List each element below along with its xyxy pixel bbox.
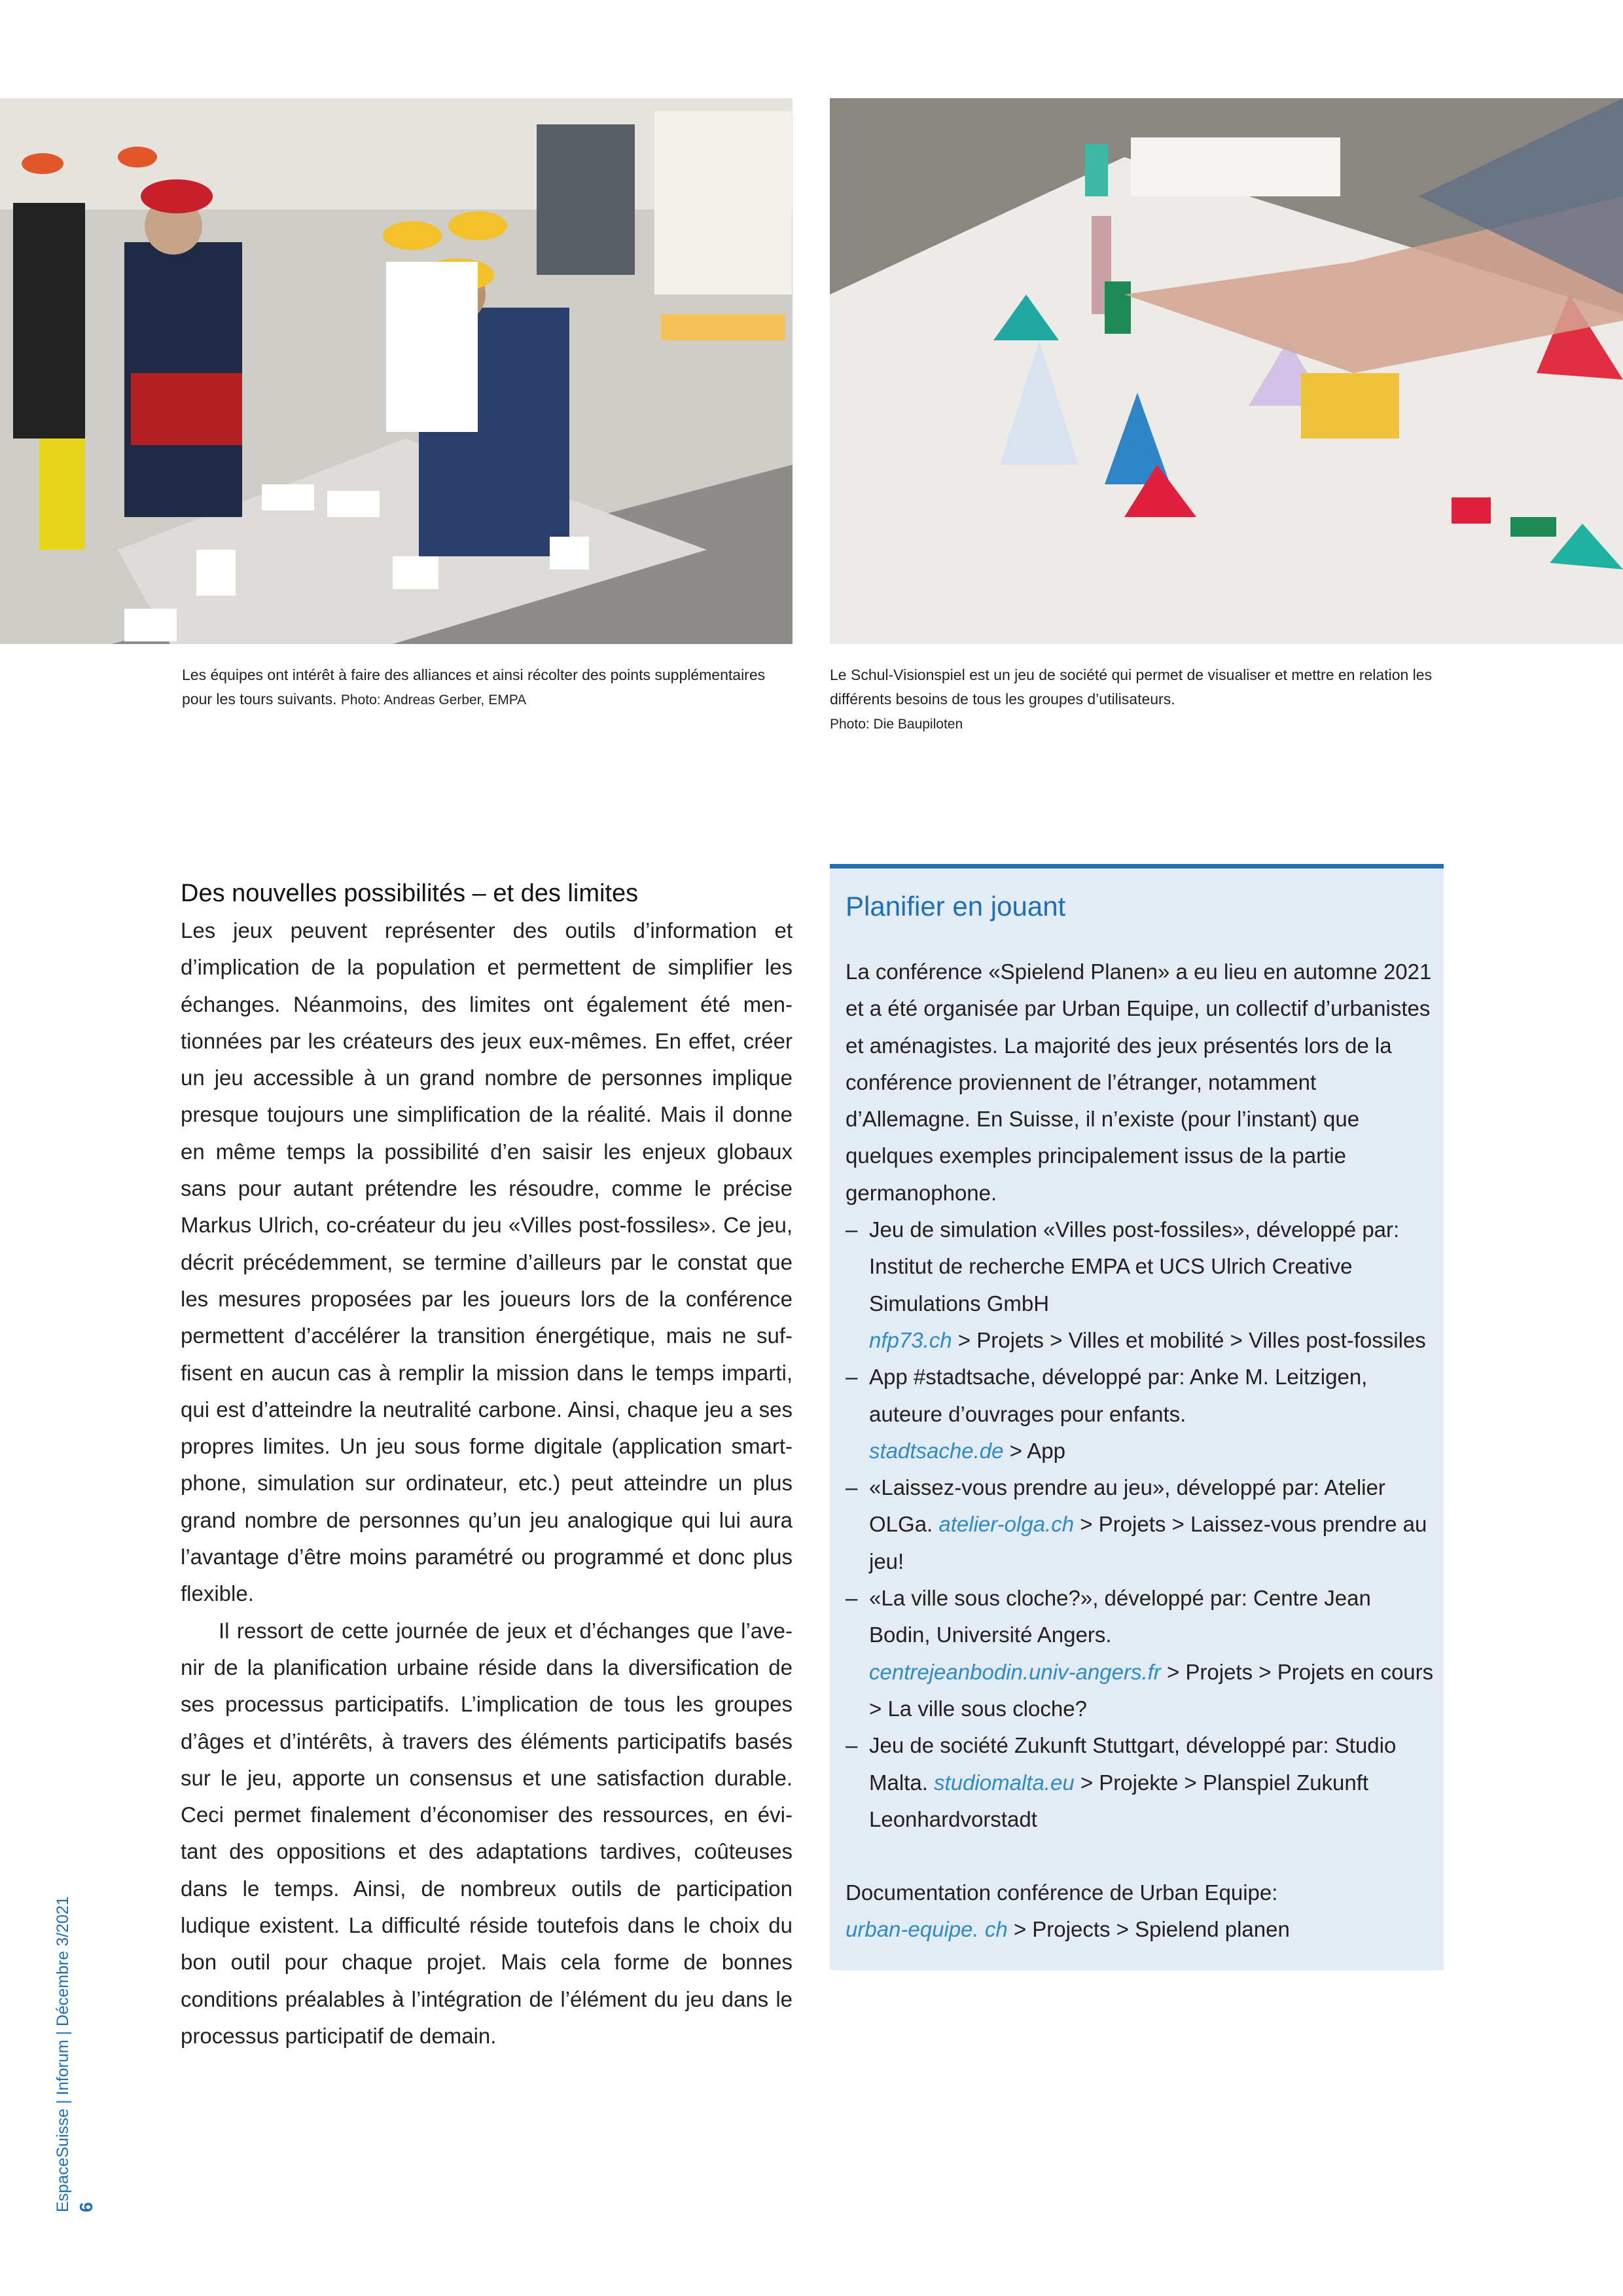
caption-left-credit: Photo: Andreas Gerber, EMPA (340, 692, 527, 708)
caption-right (830, 663, 1458, 736)
item-text: «La ville sous cloche?», développé par: Centre Jean Bodin, Université Angers. (869, 1586, 1371, 1647)
documentation-path: > Projects > Spielend planen (1007, 1917, 1290, 1942)
running-footer: EspaceSuisse | Inforum | Décembre 3/2021 (54, 1896, 72, 2212)
documentation-link[interactable]: urban-equipe. ch (846, 1917, 1008, 1942)
photo-board-game (830, 98, 1623, 644)
games-list (846, 1211, 1436, 1838)
item-text: Jeu de simulation «Villes post-fossiles», développé par: Institut de recherche EMPA et UCS Ulrich Creative Simulations GmbH (869, 1217, 1400, 1316)
documentation-label: Documentation conférence de Urban Equipe: (846, 1880, 1278, 1905)
article-column (181, 877, 793, 2054)
caption-left (182, 663, 771, 712)
item-link[interactable]: nfp73.ch (869, 1327, 952, 1352)
paragraph-2: Il ressort de cette journée de jeux et d’échanges que l’avenir de la planification urbaine réside dans la diversification de ses processus participatifs. L’implication de tous les groupes d’âges et d’intérêts, à travers des éléments participatifs basés sur le jeu, apporte un consensus et une satisfaction durable. Ceci permet finalement d’économiser des ressources, en évitant des oppositions et des adaptations tardives, coûteuses dans le temps. Ainsi, de nombreux outils de participation ludique existent. La difficulté réside toutefois dans le choix du bon outil pour chaque projet. Mais cela forme de bonnes conditions préalables à l’intégration de l’élément du jeu dans le processus participatif de demain. (181, 1618, 793, 2048)
page-number: 6 (76, 2202, 96, 2212)
sidebar-box (830, 864, 1444, 1970)
dash-bullet: – (846, 1365, 858, 1390)
caption-left-text: Les équipes ont intérêt à faire des alliances et ainsi récolter des points supplémentaires pour les tours suivants. (182, 666, 766, 708)
list-item (846, 1211, 1436, 1359)
list-item (846, 1727, 1436, 1838)
item-link[interactable]: stadtsache.de (869, 1438, 1004, 1463)
dash-bullet: – (846, 1586, 858, 1611)
item-path: > Projekte > Planspiel Zukunft Leonhardvorstadt (869, 1770, 1369, 1831)
documentation-block (846, 1874, 1436, 1948)
item-text: Jeu de société Zukunft Stuttgart, développé par: Studio Malta. (869, 1733, 1397, 1795)
caption-right-text: Le Schul-Visionspiel est un jeu de société qui permet de visualiser et mettre en relation les différents besoins de tous les groupes d’utilisateurs. (830, 666, 1433, 708)
photo-board-game-illustration (830, 98, 1623, 644)
list-item (846, 1469, 1436, 1580)
item-link[interactable]: atelier-olga.ch (938, 1512, 1075, 1537)
dash-bullet: – (846, 1733, 858, 1758)
item-path: > App (1003, 1438, 1065, 1463)
item-link[interactable]: centrejeanbodin.univ-angers.fr (869, 1659, 1161, 1684)
dash-bullet: – (846, 1217, 858, 1242)
documentation-link-line (846, 1911, 1436, 1948)
sidebar-title: Planifier en jouant (846, 891, 1066, 922)
sidebar-intro: La conférence «Spielend Planen» a eu lieu en automne 2021 et a été organisée par Urban Equipe, un collectif d’urbanistes et aménagistes. La majorité des jeux présentés lors de la conférence proviennent de l’étranger, notamment d’Allemagne. En Suisse, il n’existe (pour l’instant) que quelques exemples principalement issus de la partie germanophone. (846, 960, 1432, 1205)
caption-right-credit: Photo: Die Baupiloten (830, 717, 963, 732)
item-text: App #stadtsache, développé par: Anke M. Leitzigen, auteure d’ouvrages pour enfants. (869, 1365, 1368, 1426)
item-path: > Projets > Villes et mobilité > Villes post-fossiles (952, 1327, 1426, 1352)
item-link[interactable]: studiomalta.eu (934, 1770, 1075, 1795)
item-text: «Laissez-vous prendre au jeu», développé par: Atelier OLGa. (869, 1475, 1385, 1537)
item-path: > Projets > Laissez-vous prendre au jeu! (869, 1512, 1427, 1573)
photo-players-table (0, 98, 793, 644)
photo-players-illustration (0, 98, 793, 644)
list-item (846, 1359, 1436, 1469)
item-path: > Projets > Projets en cours > La ville sous cloche? (869, 1659, 1434, 1721)
paragraph-1: Les jeux peuvent représenter des outils d’information et d’implication de la population et permettent de simplifier les échanges. Néanmoins, des limites ont également été mentionnées par les créateurs des jeux eux-mêmes. En effet, créer un jeu accessible à un grand nombre de personnes implique presque toujours une simplification de la réalité. Mais il donne en même temps la possibilité d’en saisir les enjeux globaux sans pour autant prétendre les résoudre, comme le précise Markus Ulrich, co-créateur du jeu «Villes post-fossiles». Ce jeu, décrit précédemment, se termine d’ailleurs par le constat que les mesures proposées par les joueurs lors de la conférence permettent d’accélérer la transition énergétique, mais ne suffisent en aucun cas à remplir la mission dans le temps imparti, qui est d’atteindre la neutralité carbone. Ainsi, chaque jeu a ses propres limites. Un jeu sous forme digitale (application smartphone, simulation sur ordinateur, etc.) peut atteindre un plus grand nombre de personnes qu’un jeu analogique qui lui aura l’avantage d’être moins paramétré ou programmé et donc plus flexible. (181, 918, 793, 1606)
list-item (846, 1580, 1436, 1727)
section-heading: Des nouvelles possibilités – et des limites (181, 880, 639, 907)
dash-bullet: – (846, 1475, 858, 1500)
